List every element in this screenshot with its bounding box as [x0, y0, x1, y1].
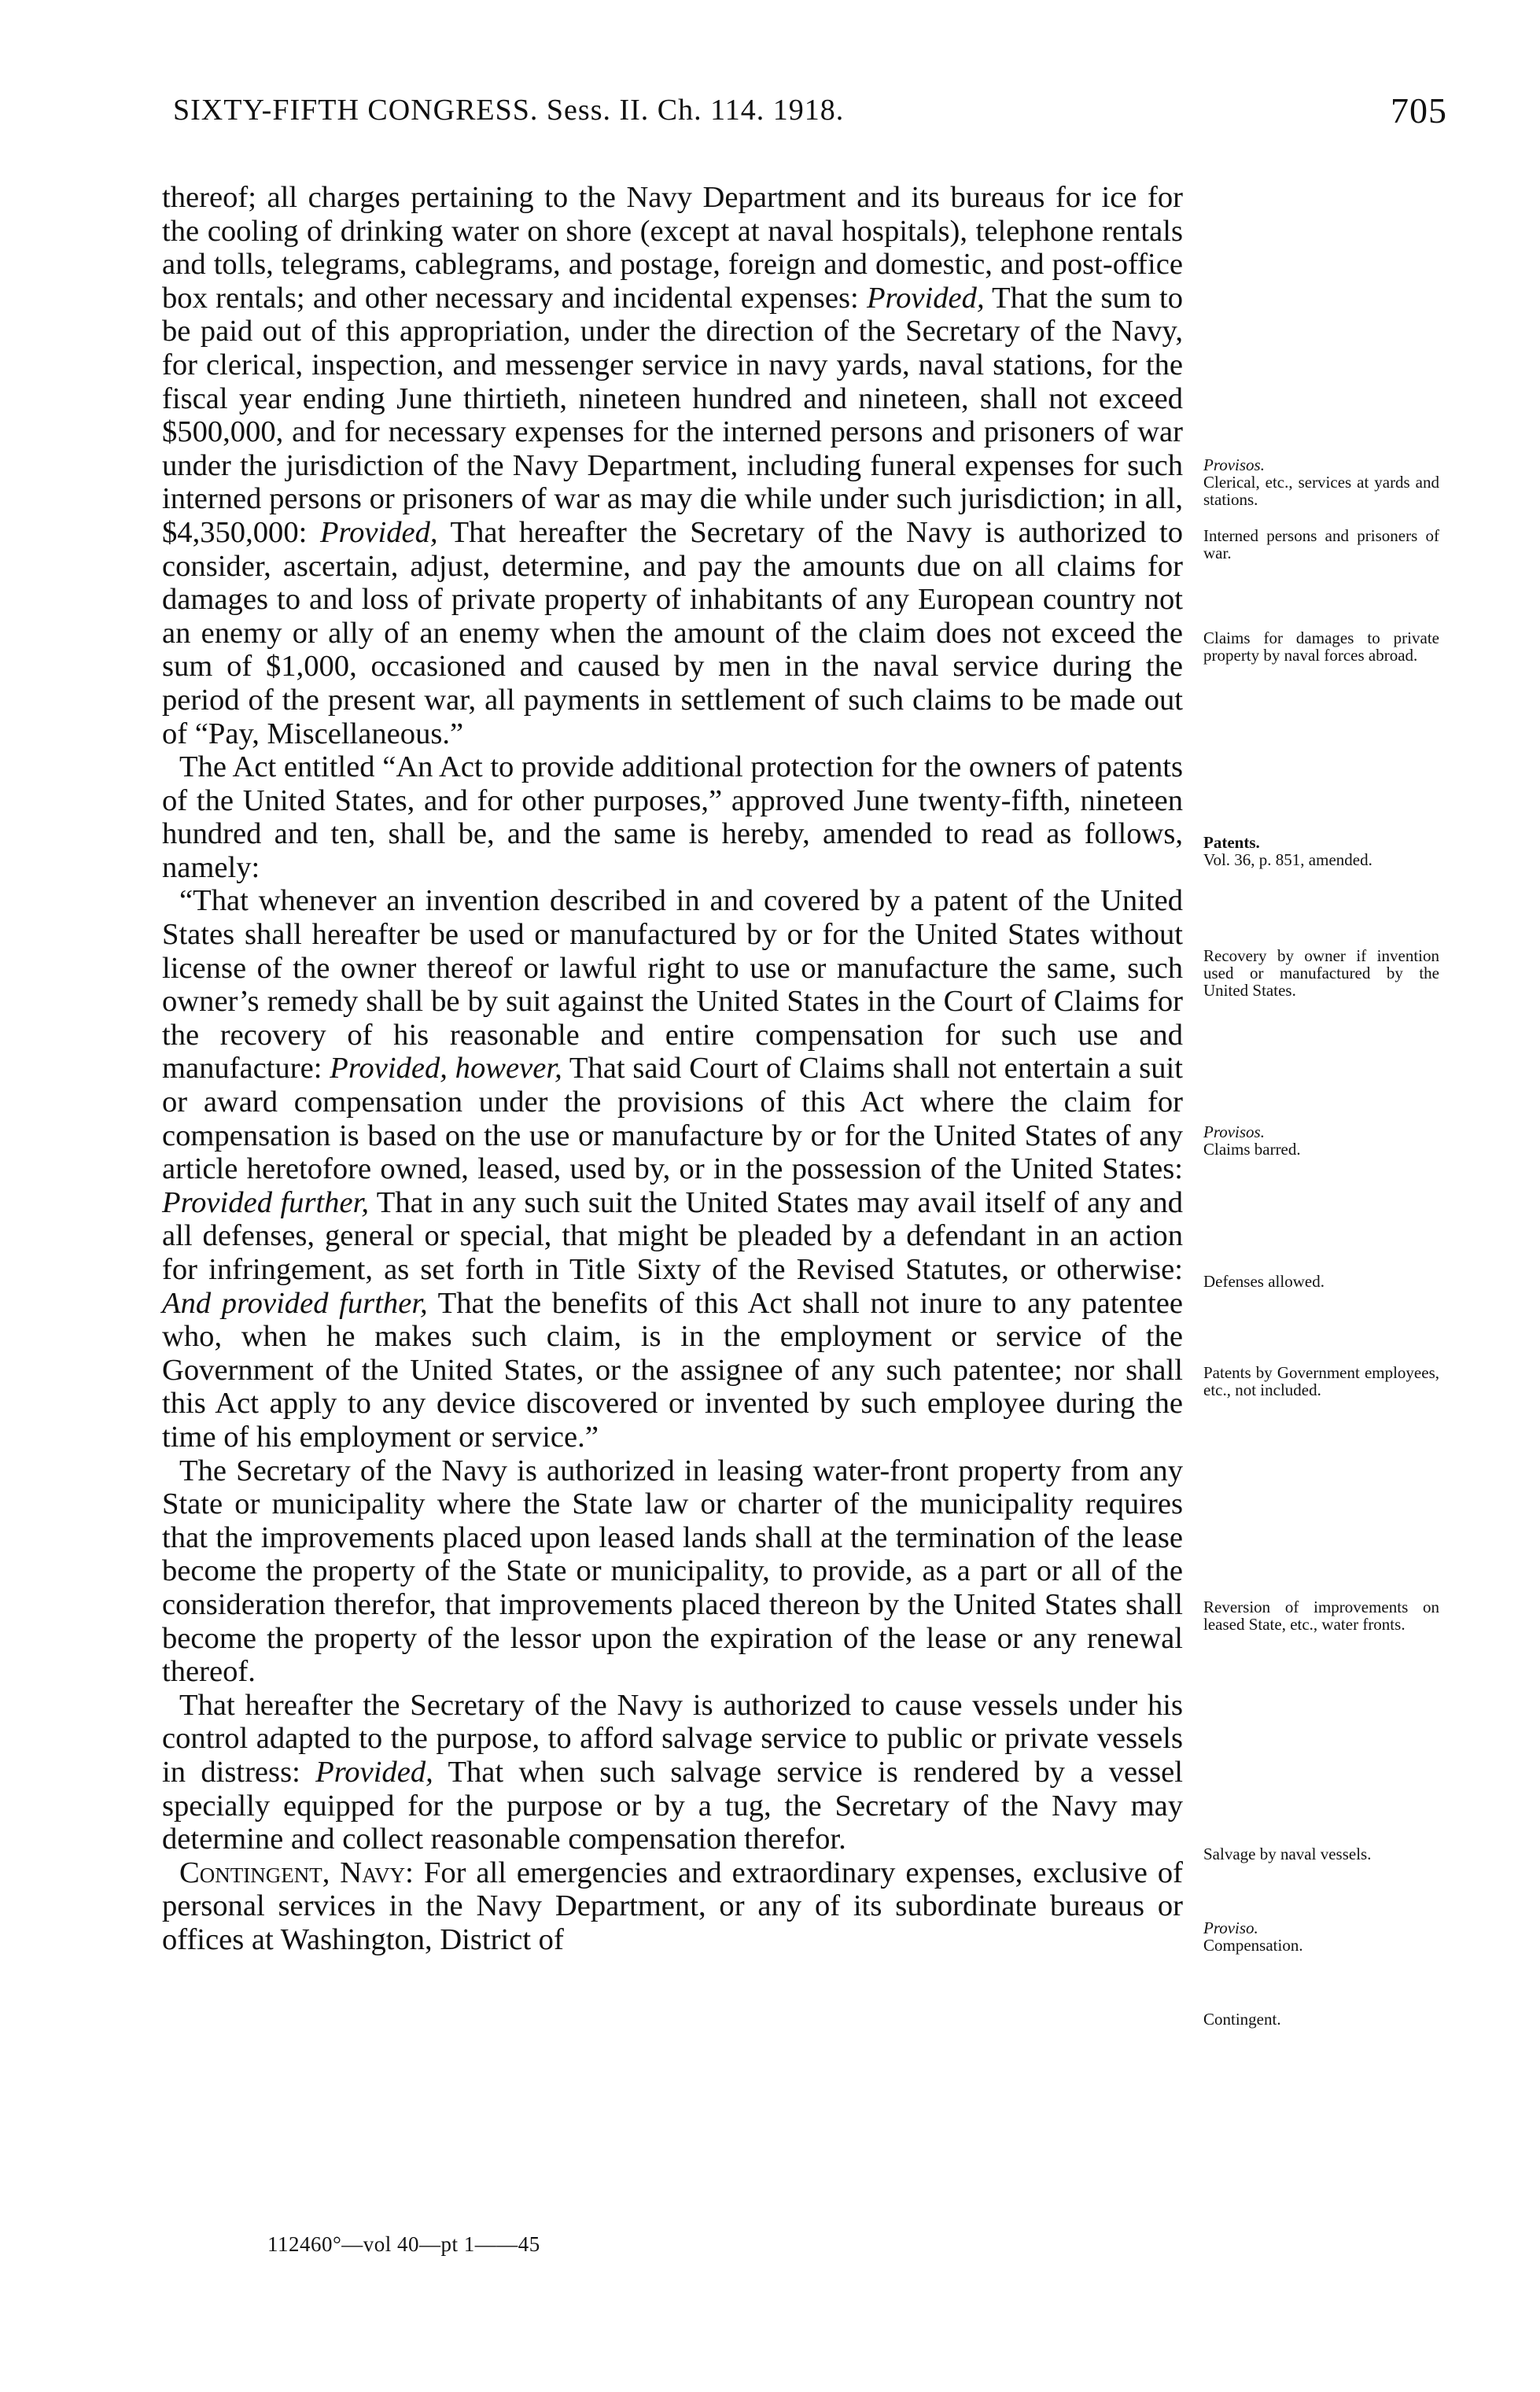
margin-note-contingent: Contingent.	[1203, 2010, 1281, 2029]
proviso-italic: Provided,	[866, 281, 985, 315]
margin-note-government-employees: Patents by Government employees, etc., not included.	[1203, 1363, 1439, 1399]
proviso-italic: And provided further,	[162, 1286, 428, 1320]
margin-note-claims-damages: Claims for damages to private property by naval forces abroad.	[1203, 628, 1439, 665]
margin-note-salvage: Salvage by naval vessels.	[1203, 1845, 1372, 1863]
margin-note-claims-barred: Provisos. Claims barred.	[1203, 1122, 1301, 1159]
proviso-italic: Provided further,	[162, 1185, 369, 1219]
paragraph-navy-expenses: thereof; all charges pertaining to the Navy Department and its bureaus for ice for the cooling of drinking water on shore (except at naval hospitals), telephone rentals and tolls, telegrams, cablegrams, and postage, foreign and domestic, and post-office box rentals; and other necessary and incidental expenses: Provided, That the sum to be paid out of this appropriation, under the direction of the Secretary of the Navy, for clerical, inspection, and messenger service in navy yards, naval stations, for the fiscal year ending June thirtieth, nineteen hundred and nineteen, shall not exceed $500,000, and for necessary expenses for the interned persons and prisoners of war under the jurisdiction of the Navy Department, including funeral expenses for such interned persons or prisoners of war as may die while under such jurisdiction; in all, $4,350,000: Provided, That hereafter the Secretary of the Navy is authorized to consider, ascertain, adjust, determine, and pay the amounts due on all claims for damages to and loss of private property of inhabitants of any European country not an enemy or ally of an enemy when the amount of the claim does not exceed the sum of $1,000, occasioned and caused by men in the naval service during the period of the present war, all payments in settlement of such claims to be made out of “Pay, Miscellaneous.”	[162, 181, 1183, 750]
paragraph-water-front-leasing: The Secretary of the Navy is authorized in leasing water-front property from any State or municipality where the State law or charter of the municipality requires that the improvements placed upon leased lands shall at the termination of the lease become the property of the State or municipality, to provide, as a part or all of the consideration therefor, that improvements placed thereon by the United States shall become the property of the lessor upon the expiration of the lease or any renewal thereof.	[162, 1454, 1183, 1689]
section-heading: Contingent, Navy:	[179, 1856, 414, 1889]
margin-note-interned: Interned persons and prisoners of war.	[1203, 526, 1439, 562]
margin-note-compensation: Proviso. Compensation.	[1203, 1918, 1303, 1955]
paragraph-salvage: That hereafter the Secretary of the Navy is authorized to cause vessels under his control adapted to the purpose, to afford salvage service to public or private vessels in distress: Provided, That when such salvage service is rendered by a vessel specially equipped for the purpose or by a tug, the Secretary of the Navy may determine and collect reasonable compensation therefor.	[162, 1688, 1184, 1856]
margin-note-clerical: Provisos. Clerical, etc., services at yards and stations.	[1203, 455, 1439, 509]
printer-signature: 112460°—vol 40—pt 1——45	[267, 2232, 540, 2256]
margin-note-defenses: Defenses allowed.	[1203, 1272, 1324, 1291]
proviso-italic: Provided,	[319, 515, 438, 549]
margin-note-patents: Patents. Vol. 36, p. 851, amended.	[1203, 833, 1372, 869]
paragraph-contingent-navy: Contingent, Navy: For all emergencies and extraordinary expenses, exclusive of personal services in the Navy Department, or any of its subordinate bureaus or offices at Washington, District of	[162, 1856, 1183, 1956]
proviso-italic: Provided,	[315, 1755, 433, 1789]
proviso-italic: Provided, however,	[330, 1052, 562, 1085]
running-head: SIXTY-FIFTH CONGRESS. Sess. II. Ch. 114. 1918.	[173, 94, 845, 127]
page-number: 705	[1391, 90, 1447, 131]
paragraph-patent-remedy: “That whenever an invention described in and covered by a patent of the United States shall hereafter be used or manufactured by or for the United States without license of the owner thereof or lawful right to use or manufacture the same, such owner’s remedy shall be by suit against the United States in the Court of Claims for the recovery of his reasonable and entire compensation for such use and manufacture: Provided, however, That said Court of Claims shall not entertain a suit or award compensation under the provisions of this Act where the claim for compensation is based on the use or manufacture by or for the United States of any article heretofore owned, leased, used by, or in the possession of the United States: Provided further, That in any such suit the United States may avail itself of any and all defenses, general or special, that might be pleaded by a defendant in an action for infringement, as set forth in Title Sixty of the Revised Statutes, or otherwise: And provided further, That the benefits of this Act shall not inure to any patentee who, when he makes such claim, is in the employment or service of the Government of the United States, or the assignee of any such patentee; nor shall this Act apply to any device discovered or invented by such employee during the time of his employment or service.”	[162, 884, 1184, 1454]
main-text	[162, 181, 1183, 1956]
paragraph-patents-act: The Act entitled “An Act to provide additional protection for the owners of patents of the United States, and for other purposes,” approved June twenty-fifth, nineteen hundred and ten, shall be, and the same is hereby, amended to read as follows, namely:	[162, 750, 1183, 884]
page-header	[173, 90, 1447, 140]
margin-note-recovery: Recovery by owner if invention used or manufactured by the United States.	[1203, 946, 1439, 1000]
margin-note-reversion: Reversion of improvements on leased State, etc., water fronts.	[1203, 1598, 1439, 1634]
